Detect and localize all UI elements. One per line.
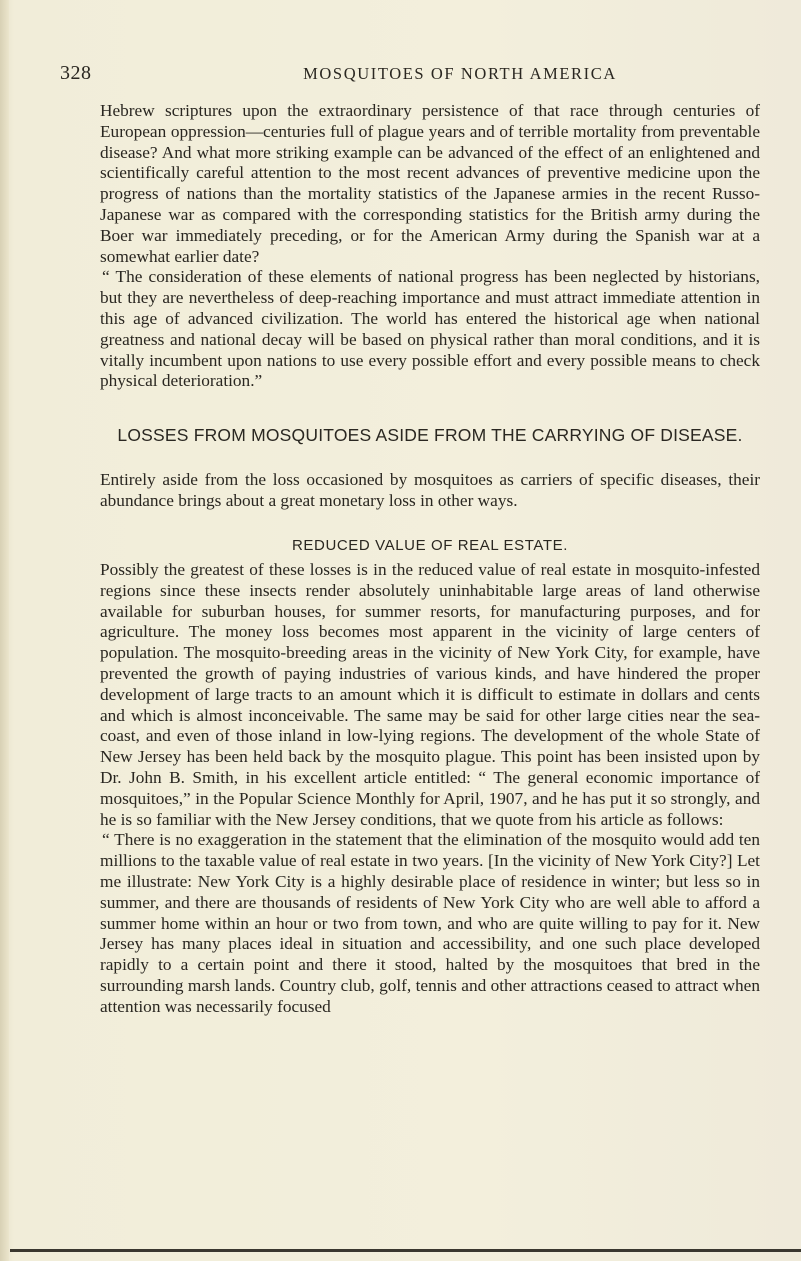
page-spine-shadow: [0, 0, 9, 1261]
subheading-real-estate: REDUCED VALUE OF REAL ESTATE.: [291, 537, 569, 554]
paragraph-3: Entirely aside from the loss occasioned by mosquitoes as carriers of specific diseases, their abundance brings about a great monetary loss in other ways.: [100, 470, 760, 510]
paragraph-5: “ There is no exaggeration in the statement that the elimination of the mosquito would add ten millions to the taxable value of real estate in two years. [In the vicinity of New York City?] Let me illustrate: New York City is a highly desirable place of residence in winter; but less so in summer, and there are thousands of residents of New York City who are well able to afford a summer home within an hour or two from town, and who are quite willing to pay for it. New Jersey has many places ideal in situation and accessibility, and one such place developed rapidly to a certain point and there it stood, halted by the mosquitoes that bred in the surrounding marsh lands. Country club, golf, tennis and other attractions ceased to attract when attention was necessarily focused: [100, 830, 760, 1016]
paragraph-3-block: [100, 470, 760, 512]
page-number: 328: [60, 62, 92, 84]
paragraph-1-block: [100, 101, 760, 392]
page-header: [60, 62, 756, 88]
paragraph-2: “ The consideration of these elements of national progress has been neglected by historians, but they are nevertheless of deep-reaching importance and must attract immediate attention in this age of advanced civilization. The world has entered the historical age when national greatness and national decay will be based on physical rather than moral conditions, and it is vitally incumbent upon nations to use every possible effort and every possible means to check physical deterioration.”: [100, 267, 760, 391]
bottom-page-edge: [10, 1249, 801, 1252]
paragraph-1: Hebrew scriptures upon the extraordinary persistence of that race through centuries of European oppression—centuries full of plague years and of terrible mortality from preventable disease? And what more striking example can be advanced of the effect of an enlightened and scientifically careful attention to the most recent advances of preventive medicine upon the progress of nations than the mortality statistics of the Japanese armies in the recent Russo-Japanese war as compared with the corresponding statistics for the British army during the Boer war immediately preceding, or for the American Army during the Spanish war at a somewhat earlier date?: [100, 101, 760, 266]
section-heading-losses: LOSSES FROM MOSQUITOES ASIDE FROM THE CARRYING OF DISEASE.: [117, 425, 743, 445]
paragraph-4-block: [100, 560, 760, 1018]
paragraph-4: Possibly the greatest of these losses is in the reduced value of real estate in mosquito-infested regions since these insects render absolutely uninhabitable large areas of land otherwise available for suburban houses, for summer resorts, for manufacturing purposes, and for agriculture. The money loss becomes most apparent in the vicinity of large centers of population. The mosquito-breeding areas in the vicinity of New York City, for example, have prevented the growth of paying industries of various kinds, and have hindered the proper development of large tracts to an amount which it is difficult to estimate in dollars and cents and which is almost inconceivable. The same may be said for other large cities near the sea-coast, and even of those inland in low-lying regions. The development of the whole State of New Jersey has been held back by the mosquito plague. This point has been insisted upon by Dr. John B. Smith, in his excellent article entitled: “ The general economic importance of mosquitoes,” in the Popular Science Monthly for April, 1907, and he has put it so strongly, and he is so familiar with the New Jersey conditions, that we quote from his article as follows:: [100, 560, 760, 829]
running-title: MOSQUITOES OF NORTH AMERICA: [303, 64, 617, 83]
